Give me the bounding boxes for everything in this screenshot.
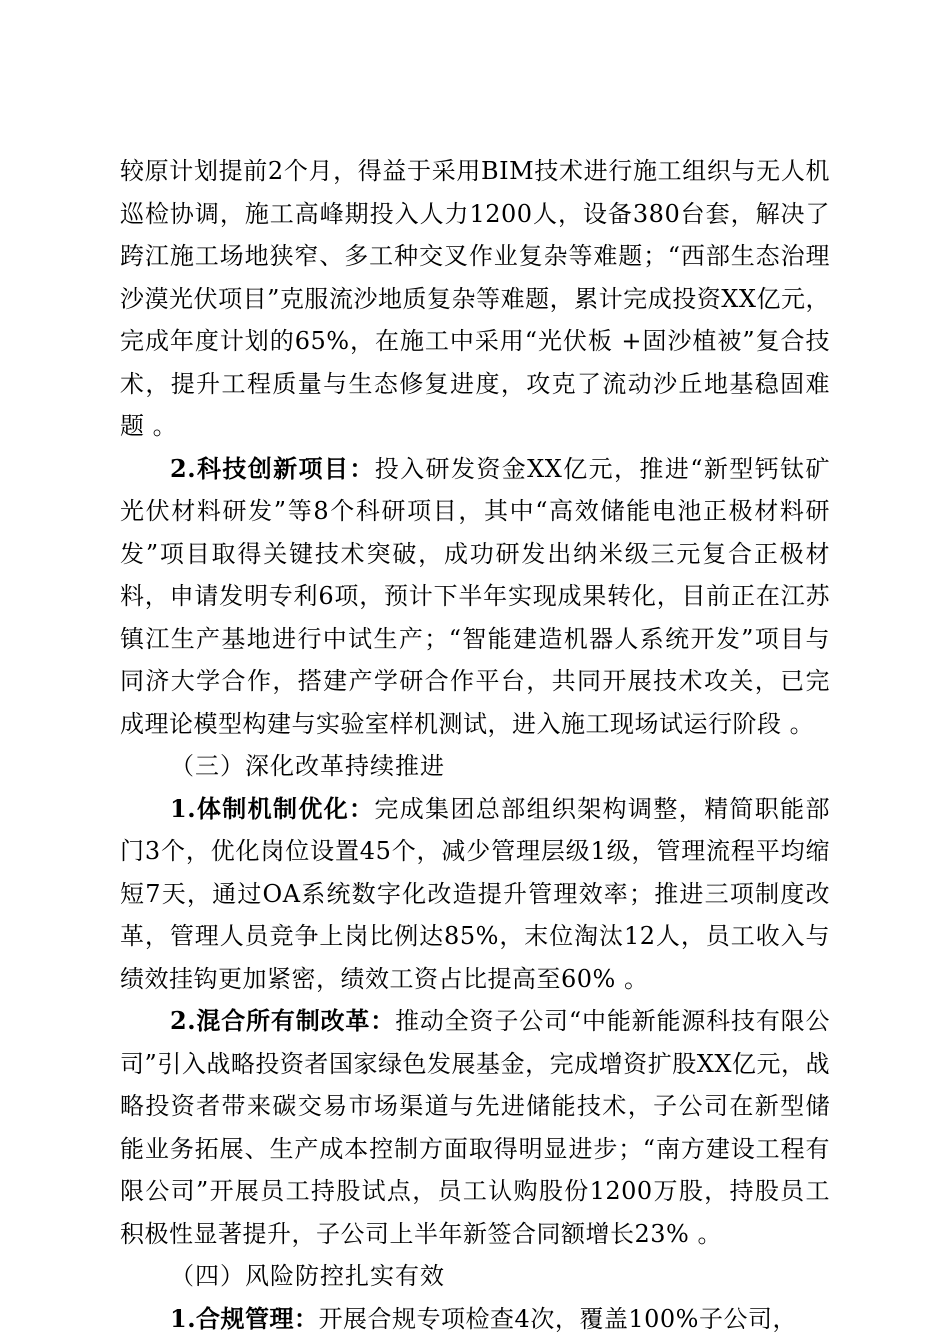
mechanism-lead: 1.体制机制优化： — [170, 793, 375, 823]
paragraph-tech-innovation — [120, 448, 830, 746]
document-body — [120, 150, 830, 1340]
mixed-ownership-body: 推动全资子公司“中能新能源科技有限公司”引入战略投资者国家绿色发展基金，完成增资扩股XX亿元，战略投资者带来碳交易市场渠道与先进储能技术，子公司在新型储能业务拓展、生产成本控制方面取得明显进步；“南方建设工程有限公司”开展员工持股试点，员工认购股份1200万股，持股员工积极性显著提升，子公司上半年新签合同额增长23% 。 — [120, 1007, 830, 1248]
section-heading-reform: （三）深化改革持续推进 — [170, 752, 445, 780]
mixed-ownership-lead: 2.混合所有制改革： — [170, 1006, 396, 1035]
paragraph-construction-continued: 较原计划提前2个月，得益于采用BIM技术进行施工组织与无人机巡检协调，施工高峰期投入人力1200人，设备380台套，解决了跨江施工场地狭窄、多工种交叉作业复杂等难题；“西部生态治理沙漠光伏项目”克服流沙地质复杂等难题，累计完成投资XX亿元，完成年度计划的65%，在施工中采用“光伏板 +固沙植被”复合技术，提升工程质量与生态修复进度，攻克了流动沙丘地基稳固难题 。 — [120, 157, 830, 440]
compliance-lead: 1.合规管理： — [170, 1303, 319, 1333]
paragraph-compliance — [120, 1298, 830, 1341]
mechanism-body: 完成集团总部组织架构调整，精简职能部门3个，优化岗位设置45个，减少管理层级1级，管理流程平均缩短7天，通过OA系统数字化改造提升管理效率；推进三项制度改革，管理人员竞争上岗比例达85%，末位淘汰12人，员工收入与绩效挂钩更加紧密，绩效工资占比提高至60% 。 — [120, 794, 830, 993]
compliance-body: 开展合规专项检查4次，覆盖100%子公司， — [318, 1304, 797, 1333]
paragraph-mixed-ownership — [120, 1000, 830, 1255]
paragraph-mechanism — [120, 788, 830, 1001]
tech-innovation-lead: 2.科技创新项目： — [170, 453, 375, 483]
section-heading-risk: （四）风险防控扎实有效 — [170, 1262, 445, 1290]
tech-innovation-body: 投入研发资金XX亿元，推进“新型钙钛矿光伏材料研发”等8个科研项目，其中“高效储能电池正极材料研发”项目取得关键技术突破，成功研发出纳米级三元复合正极材料，申请发明专利6项，预计下半年实现成果转化，目前正在江苏镇江生产基地进行中试生产；“智能建造机器人系统开发”项目与同济大学合作，搭建产学研合作平台，共同开展技术攻关，已完成理论模型构建与实验室样机测试，进入施工现场试运行阶段 。 — [120, 454, 830, 738]
